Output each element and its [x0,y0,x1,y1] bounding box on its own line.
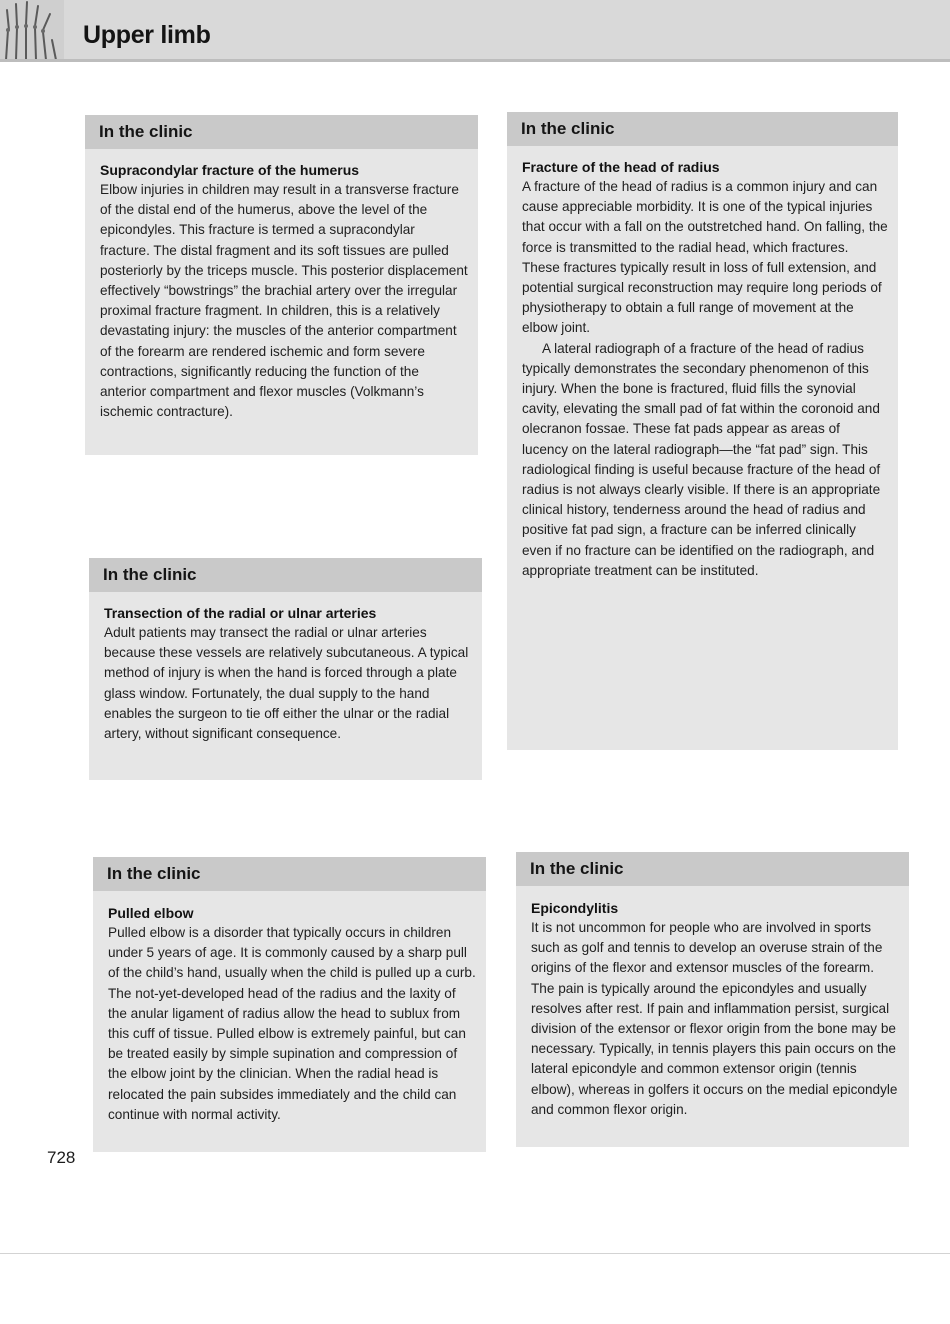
clinic-box-pulled-elbow [93,857,486,1152]
clinic-box-header [507,112,898,146]
clinic-box-body [531,898,899,1120]
clinic-box-heading: In the clinic [99,122,193,141]
clinic-box-heading: In the clinic [530,859,624,878]
clinic-box-paragraph: A fracture of the head of radius is a common injury and can cause appreciable morbidity. It is one of the typical injuries that occur with a fall on the outstretched hand. On falling, the force is transmitted to the radial head, which fractures. These fractures typically result in loss of full extension, and potential surgical reconstruction may require long periods of physiotherapy to obtain a full range of movement at the elbow joint. [522,179,888,336]
page-number: 728 [47,1148,76,1167]
clinic-box-header [93,857,486,891]
clinic-box-heading: In the clinic [103,565,197,584]
clinic-box-paragraph: A lateral radiograph of a fracture of the head of radius typically demonstrates the secondary phenomenon of this injury. When the bone is fractured, fluid fills the synovial cavity, elevating the small pad of fat within the coronoid and olecranon fossae. These fat pads appear as areas of lucency on the lateral radiograph—the “fat pad” sign. This radiological finding is useful because fracture of the head of radius is not always clearly visible. If there is an appropriate clinical history, tenderness around the head of radius and positive fat pad sign, a fracture can be inferred clinically even if no fracture can be identified on the radiograph, and appropriate treatment can be instituted. [522,340,881,578]
clinic-box-body [100,160,468,422]
hand-bones-thumbnail-icon [0,0,64,62]
clinic-box-paragraph: Elbow injuries in children may result in a transverse fracture of the distal end of the humerus, above the level of the epicondyles. This fracture is termed a supracondylar fracture. The distal fragment and its soft tissues are pulled posteriorly by the triceps muscle. This posterior displacement effectively “bowstrings” the brachial artery over the irregular proximal fracture fragment. In children, this is a relatively devastating injury: the muscles of the anterior compartment of the forearm are rendered ischemic and form severe contractions, significantly reducing the function of the anterior compartment and flexor muscles (Volkmann’s ischemic contracture). [100,182,468,420]
clinic-box-subtitle: Epicondylitis [531,900,619,916]
clinic-box-radial-head-fracture [507,112,898,750]
clinic-box-paragraph: Adult patients may transect the radial or ulnar arteries because these vessels are relatively subcutaneous. A typical method of injury is when the hand is forced through a plate glass window. Fortunately, the dual supply to the hand enables the surgeon to tie off either the ulnar or the radial artery, without significant consequence. [104,625,469,742]
clinic-box-header [89,558,482,592]
clinic-box-subtitle: Transection of the radial or ulnar arteries [104,605,377,621]
footer-divider [0,1253,950,1254]
clinic-box-body [104,603,472,744]
clinic-box-body [108,903,476,1125]
running-header-band [0,0,950,62]
clinic-box-body [522,157,888,581]
clinic-box-subtitle: Supracondylar fracture of the humerus [100,162,360,178]
clinic-box-subtitle: Pulled elbow [108,905,194,921]
clinic-box-header [516,852,909,886]
clinic-box-heading: In the clinic [521,119,615,138]
clinic-box-epicondylitis [516,852,909,1147]
chapter-title: Upper limb [83,21,211,49]
clinic-box-paragraph: It is not uncommon for people who are involved in sports such as golf and tennis to develop an overuse strain of the origins of the flexor and extensor muscles of the forearm. The pain is typically around the epicondyles and usually resolves after rest. If pain and inflammation persist, surgical division of the extensor or flexor origin from the bone may be necessary. Typically, in tennis players this pain occurs on the lateral epicondyle and common extensor origin (tennis elbow), whereas in golfers it occurs on the medial epicondyle and common flexor origin. [531,920,898,1117]
clinic-box-supracondylar [85,115,478,455]
clinic-box-paragraph: Pulled elbow is a disorder that typically occurs in children under 5 years of age. It is commonly caused by a sharp pull of the child’s hand, usually when the child is pulled up a curb. The not-yet-developed head of the radius and the laxity of the anular ligament of radius allow the head to sublux from this cuff of tissue. Pulled elbow is extremely painful, but can be treated easily by simple supination and compression of the elbow joint by the clinician. When the radial head is relocated the pain subsides immediately and the child can continue with normal activity. [108,925,476,1122]
clinic-box-heading: In the clinic [107,864,201,883]
clinic-box-header [85,115,478,149]
clinic-box-arterial-transection [89,558,482,780]
clinic-box-subtitle: Fracture of the head of radius [522,159,720,175]
